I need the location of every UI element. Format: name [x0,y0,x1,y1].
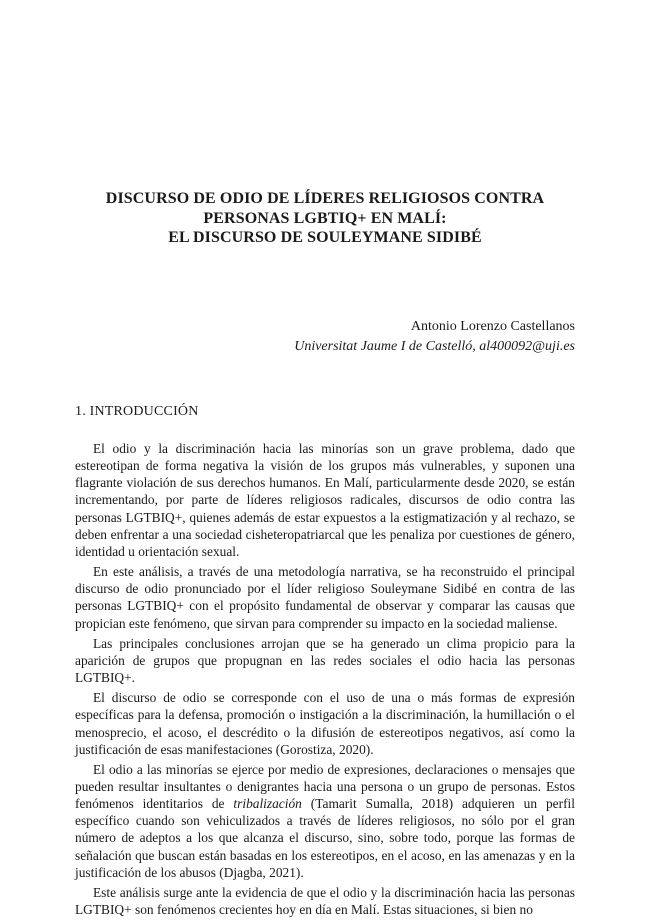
title-line-3: EL DISCURSO DE SOULEYMANE SIDIBÉ [168,229,482,246]
paragraph-5-italic-term: tribalización [233,796,302,812]
paragraph-5-text-a: El odio a las minorías se ejerce por medio de expresiones, declaraciones o mensajes que pueden resultar insultantes o denigrantes hacia una persona o un grupo de personas. Estos fenómenos identitarios de [75,761,575,812]
section-heading: 1. INTRODUCCIÓN [75,404,199,419]
paragraph-5-text-b: (Tamarit Sumalla, 2018) adquieren un perfil específico cuando son vehiculizados a través de líderes religiosos, no sólo por el gran número de adeptos a los que alcanza el discurso, sino, sobre todo, porque las formas de señalación que buscan están basadas en los estereotipos, en el acoso, en las amenazas y en la justificación de los abusos (Djagba, 2021). [75,796,575,880]
paragraph-4: El discurso de odio se corresponde con el uso de una o más formas de expresión específicas para la defensa, promoción o instigación a la discriminación, la humillación o el menosprecio, el acoso, el descrédito o la difusión de estereotipos negativos, así como la justificación de esas manifestaciones (Gorostiza, 2020). [75,690,575,757]
paragraph-6: Este análisis surge ante la evidencia de que el odio y la discriminación hacia las personas LGTBIQ+ son fenómenos crecientes hoy en día en Malí. Estas situaciones, si bien no [75,884,575,918]
paper-title [60,189,590,248]
author-affiliation: Universitat Jaume I de Castelló, al400092@uji.es [294,339,575,354]
paragraph-1: El odio y la discriminación hacia las minorías son un grave problema, dado que estereotipan de forma negativa la visión de los grupos más vulnerables, y suponen una flagrante violación de sus derechos humanos. En Malí, particularmente desde 2020, se están incrementando, por parte de líderes religiosos radicales, discursos de odio contra las personas LGTBIQ+, quienes además de estar expuestos a la estigmatización y al rechazo, se deben enfrentar a una sociedad cisheteropatriarcal que les penaliza por cuestiones de género, identidad u orientación sexual. [75,441,575,559]
paragraph-3: Las principales conclusiones arrojan que se ha generado un clima propicio para la aparición de grupos que propugnan en las redes sociales el odio hacia las personas LGTBIQ+. [75,635,575,686]
body-text [75,440,575,921]
author-block [294,317,575,357]
title-line-1: DISCURSO DE ODIO DE LÍDERES RELIGIOSOS CONTRA [105,190,545,207]
paragraph-2: En este análisis, a través de una metodología narrativa, se ha reconstruido el principal discurso de odio pronunciado por el líder religioso Souleymane Sidibé en contra de las personas LGTBIQ+ con el propósito fundamental de observar y comparar las causas que propician este fenómeno, que sirvan para comprender su impacto en la sociedad maliense. [75,564,575,631]
author-name: Antonio Lorenzo Castellanos [410,319,575,334]
title-line-2: PERSONAS LGBTIQ+ EN MALÍ: [203,209,447,227]
paragraph-5 [75,761,575,881]
